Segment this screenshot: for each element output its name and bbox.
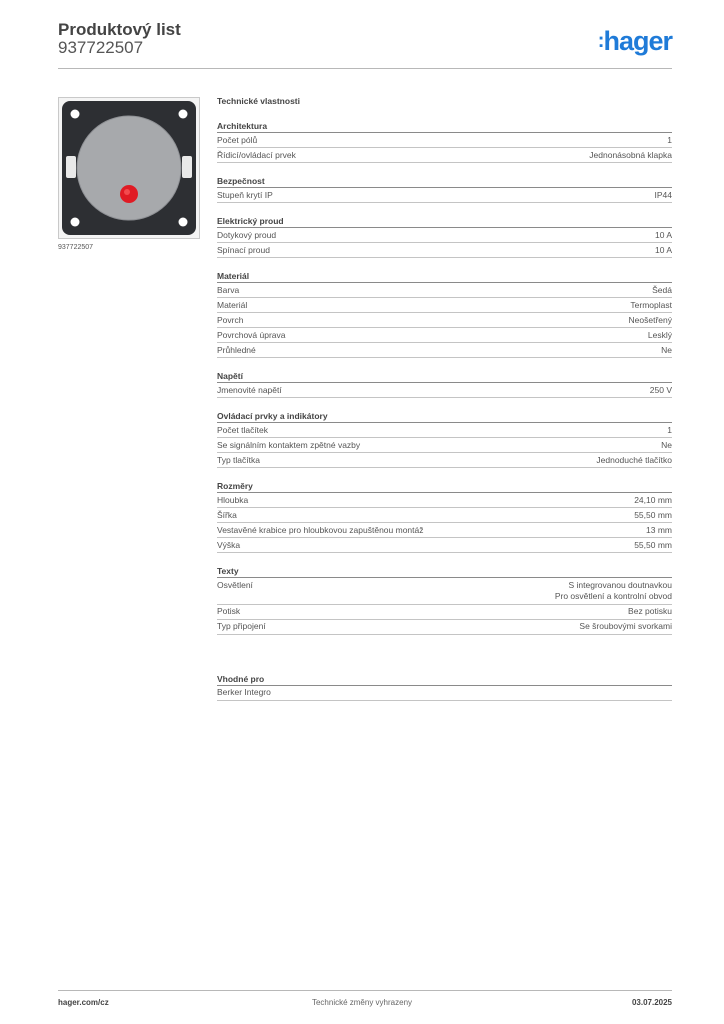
spec-value <box>655 230 672 242</box>
spec-label: Stupeň krytí IP <box>217 189 273 200</box>
spec-row <box>217 538 672 553</box>
product-number: 937722507 <box>58 38 144 57</box>
spec-value <box>655 245 672 257</box>
spec-value-line: Pro osvětlení a kontrolní obvod <box>554 591 672 601</box>
spec-label: Dotykový proud <box>217 229 277 240</box>
spec-label: Počet tlačítek <box>217 424 269 435</box>
spec-value-line: Se šroubovými svorkami <box>579 621 672 631</box>
spec-value-line: Termoplast <box>630 299 672 310</box>
spec-value <box>661 440 672 452</box>
spec-label: Počet pólů <box>217 134 258 145</box>
spec-value-line: Bez potisku <box>628 606 672 616</box>
spec-group-title: Elektrický proud <box>217 213 672 228</box>
spec-row <box>217 283 672 298</box>
spec-value <box>628 606 672 618</box>
spec-value <box>634 510 672 522</box>
spec-value-line: Šedá <box>652 284 672 295</box>
spec-value <box>646 525 672 537</box>
spec-row <box>217 313 672 328</box>
spec-group-title: Texty <box>217 563 672 578</box>
spec-label: Potisk <box>217 606 241 616</box>
spec-row <box>217 343 672 358</box>
spec-label: Barva <box>217 284 240 295</box>
spec-value <box>648 330 672 342</box>
spec-label: Průhledné <box>217 344 256 355</box>
spec-label: Povrch <box>217 314 244 325</box>
spec-value-line: 55,50 mm <box>634 539 672 550</box>
spec-row <box>217 328 672 343</box>
spec-row <box>217 686 672 701</box>
footer-note: Technické změny vyhrazeny <box>311 998 413 1007</box>
spec-group-title: Ovládací prvky a indikátory <box>217 408 672 423</box>
spec-value <box>655 190 673 202</box>
spec-group <box>217 268 672 358</box>
spec-value <box>629 315 672 327</box>
spec-row <box>217 523 672 538</box>
spec-label: Vestavěné krabice pro hloubkovou zapuštěnou montáž <box>217 524 424 535</box>
footer-divider <box>58 990 672 991</box>
spec-row <box>217 298 672 313</box>
spec-value-line: 250 V <box>649 384 672 395</box>
spec-value <box>652 285 672 297</box>
spec-value-line: 10 A <box>654 244 672 255</box>
spec-value <box>650 385 672 397</box>
spec-label: Se signálním kontaktem zpětné vazby <box>217 439 361 450</box>
spec-value <box>596 455 672 467</box>
spec-value-line: 13 mm <box>646 524 672 535</box>
header-divider <box>58 68 672 69</box>
spec-group-title: Rozměry <box>217 478 672 493</box>
spec-label: Hloubka <box>217 494 249 505</box>
spec-value <box>630 300 672 312</box>
spec-value-line: IP44 <box>654 189 672 200</box>
spec-value <box>555 580 672 603</box>
spec-label: Typ tlačítka <box>217 454 260 465</box>
spec-group <box>217 368 672 398</box>
spec-label: Berker Integro <box>217 687 271 697</box>
spec-value <box>661 345 672 357</box>
spec-label: Spínací proud <box>217 244 270 255</box>
spec-value <box>634 495 672 507</box>
spec-row <box>217 383 672 398</box>
spec-value-line: Lesklý <box>647 329 672 340</box>
spec-value <box>579 621 672 633</box>
spec-group-title: Architektura <box>217 118 672 133</box>
footer-date: 03.07.2025 <box>631 998 672 1007</box>
spec-row <box>217 148 672 163</box>
logo-text: hager <box>603 26 672 56</box>
image-caption: 937722507 <box>58 244 94 251</box>
spec-group-title: Napětí <box>217 368 672 383</box>
spec-value-line: Jednoduché tlačítko <box>596 454 672 465</box>
spec-group <box>217 671 672 701</box>
spec-value-line: S integrovanou doutnavkou <box>568 579 672 590</box>
spec-label: Řídicí/ovládací prvek <box>217 149 296 160</box>
spec-label: Povrchová úprava <box>217 329 286 340</box>
spec-row <box>217 438 672 453</box>
technical-specs <box>217 94 672 701</box>
spec-row <box>217 228 672 243</box>
spec-row <box>217 605 672 620</box>
spec-row <box>217 133 672 148</box>
spec-label: Typ připojení <box>217 621 266 631</box>
spec-value-line: 1 <box>667 134 672 145</box>
spec-row <box>217 423 672 438</box>
product-image <box>58 97 200 239</box>
spec-group <box>217 408 672 468</box>
spec-row <box>217 620 672 635</box>
spec-label: Jmenovité napětí <box>217 384 282 395</box>
spec-group-title: Materiál <box>217 268 672 283</box>
spec-value <box>634 540 672 552</box>
spec-group-title: Vhodné pro <box>217 671 672 686</box>
spec-value-line: Ne <box>661 344 672 355</box>
spec-row <box>217 453 672 468</box>
spec-value-line: 10 A <box>654 229 672 240</box>
spec-value <box>667 425 672 437</box>
specs-heading: Technické vlastnosti <box>217 96 300 106</box>
spec-label: Výška <box>217 539 241 550</box>
spec-group <box>217 213 672 258</box>
spec-label: Materiál <box>217 299 248 310</box>
spec-row <box>217 493 672 508</box>
footer-website[interactable]: hager.com/cz <box>58 998 109 1007</box>
spec-row <box>217 243 672 258</box>
spec-value-line: Ne <box>661 439 672 450</box>
spec-value-line: 1 <box>667 424 672 435</box>
spec-value-line: 55,50 mm <box>634 509 672 520</box>
spec-group <box>217 118 672 163</box>
spec-label: Šířka <box>217 509 237 520</box>
spec-row <box>217 508 672 523</box>
spec-groups <box>217 118 672 701</box>
spec-label: Osvětlení <box>217 579 253 590</box>
spec-row <box>217 578 672 605</box>
spec-value-line: 24,10 mm <box>634 494 672 505</box>
spec-value <box>667 135 672 147</box>
spec-row <box>217 188 672 203</box>
page-title: Produktový list <box>58 20 181 39</box>
spec-group <box>217 478 672 553</box>
spec-value-line: Jednonásobná klapka <box>589 149 672 160</box>
spec-group-title: Bezpečnost <box>217 173 672 188</box>
spec-value-line: Neošetřený <box>628 314 672 325</box>
spec-group <box>217 173 672 203</box>
spec-value <box>589 150 672 162</box>
spec-group <box>217 563 672 635</box>
hager-logo: :hager <box>597 26 672 56</box>
